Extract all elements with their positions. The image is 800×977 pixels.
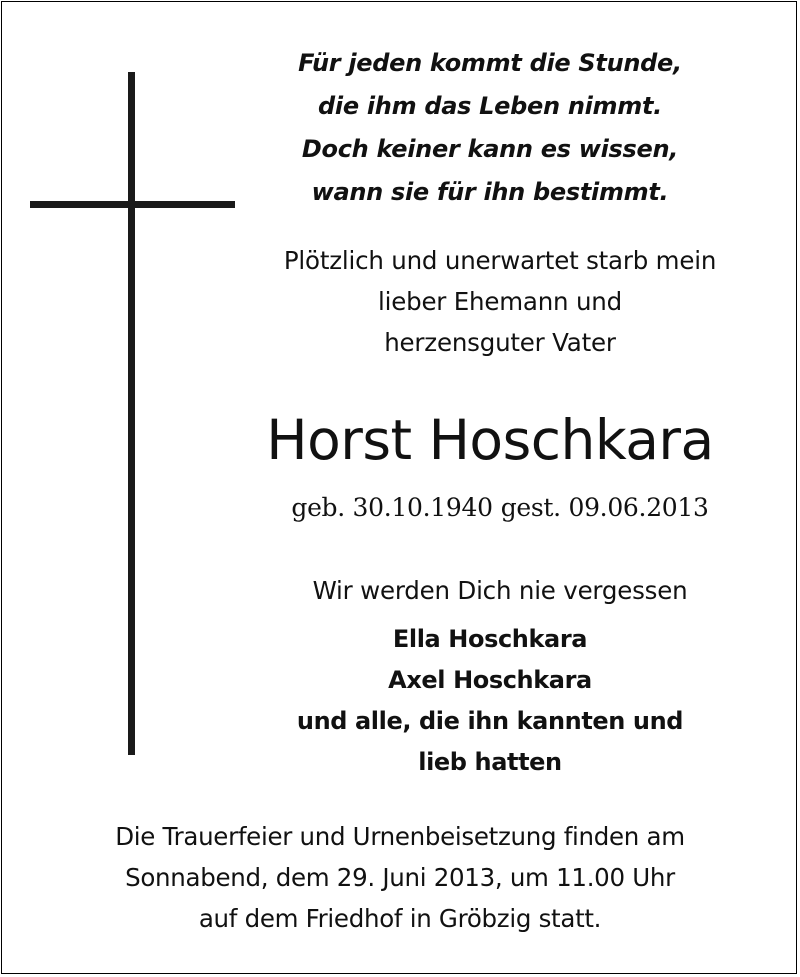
cross-vertical-beam <box>128 72 135 755</box>
mourners-list <box>220 619 760 783</box>
poem-line: die ihm das Leben nimmt. <box>318 92 662 120</box>
birth-date: geb. 30.10.1940 <box>291 493 493 522</box>
deceased-name: Horst Hoschkara <box>266 408 714 472</box>
death-date: gest. 09.06.2013 <box>500 493 709 522</box>
ceremony-line: Sonnabend, dem 29. Juni 2013, um 11.00 Uhr <box>125 863 675 892</box>
death-announcement <box>220 240 780 363</box>
poem-verse <box>240 42 740 214</box>
mourner-line: lieb hatten <box>418 748 562 776</box>
farewell-message: Wir werden Dich nie vergessen <box>312 576 688 605</box>
announcement-line: Plötzlich und unerwartet starb mein <box>283 246 717 275</box>
announcement-line: lieber Ehemann und <box>378 287 622 316</box>
ceremony-line: Die Trauerfeier und Urnenbeisetzung finden am <box>115 822 685 851</box>
ceremony-line: auf dem Friedhof in Gröbzig statt. <box>198 904 602 933</box>
mourner-line: Ella Hoschkara <box>392 625 588 653</box>
funeral-ceremony-info <box>20 816 780 939</box>
mourner-line: Axel Hoschkara <box>388 666 592 694</box>
poem-line: Doch keiner kann es wissen, <box>301 135 679 163</box>
poem-line: Für jeden kommt die Stunde, <box>298 49 682 77</box>
poem-line: wann sie für ihn bestimmt. <box>311 178 669 206</box>
life-dates <box>220 488 780 528</box>
cross-horizontal-beam <box>30 201 235 208</box>
announcement-line: herzensguter Vater <box>384 328 616 357</box>
mourner-line: und alle, die ihn kannten und <box>296 707 684 735</box>
